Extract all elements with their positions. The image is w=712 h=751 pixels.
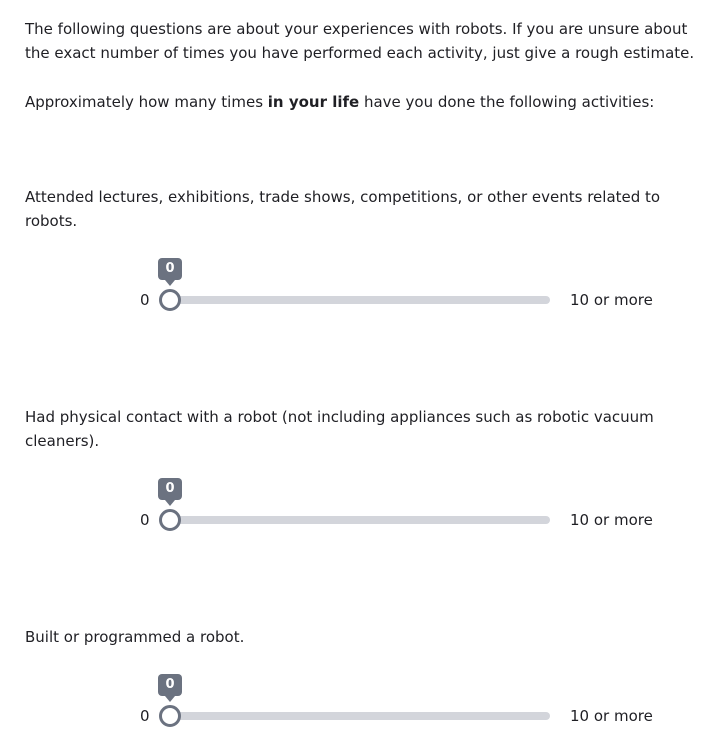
lead-after: have you done the following activities:: [359, 93, 655, 111]
intro-text: The following questions are about your experiences with robots. If you are unsure about the exact number of times you have performed each activity, just give a rough estimate.: [25, 20, 695, 62]
lead-emphasis: in your life: [267, 93, 360, 111]
slider-max-label: 10 or more: [570, 511, 653, 529]
question-2-slider[interactable]: [0, 478, 712, 538]
slider-max-label: 10 or more: [570, 291, 653, 309]
slider-max-label: 10 or more: [570, 707, 653, 725]
slider-thumb[interactable]: [159, 705, 181, 727]
slider-track[interactable]: [170, 296, 550, 304]
question-2-text: Had physical contact with a robot (not including appliances such as robotic vacuum cleaners).: [25, 408, 654, 450]
slider-track[interactable]: [170, 516, 550, 524]
slider-min-label: 0: [140, 291, 150, 309]
slider-min-label: 0: [140, 707, 150, 725]
slider-min-label: 0: [140, 511, 150, 529]
question-1-text: Attended lectures, exhibitions, trade shows, competitions, or other events related to robots.: [25, 188, 661, 230]
question-3-text: Built or programmed a robot.: [25, 628, 245, 646]
slider-track[interactable]: [170, 712, 550, 720]
slider-thumb[interactable]: [159, 509, 181, 531]
slider-value-bubble: 0: [158, 478, 182, 500]
slider-value-bubble: 0: [158, 258, 182, 280]
slider-thumb[interactable]: [159, 289, 181, 311]
lead-question: [25, 90, 695, 114]
question-3-slider[interactable]: [0, 674, 712, 734]
question-1-slider[interactable]: [0, 258, 712, 318]
lead-before: Approximately how many times: [25, 93, 268, 111]
slider-value-bubble: 0: [158, 674, 182, 696]
